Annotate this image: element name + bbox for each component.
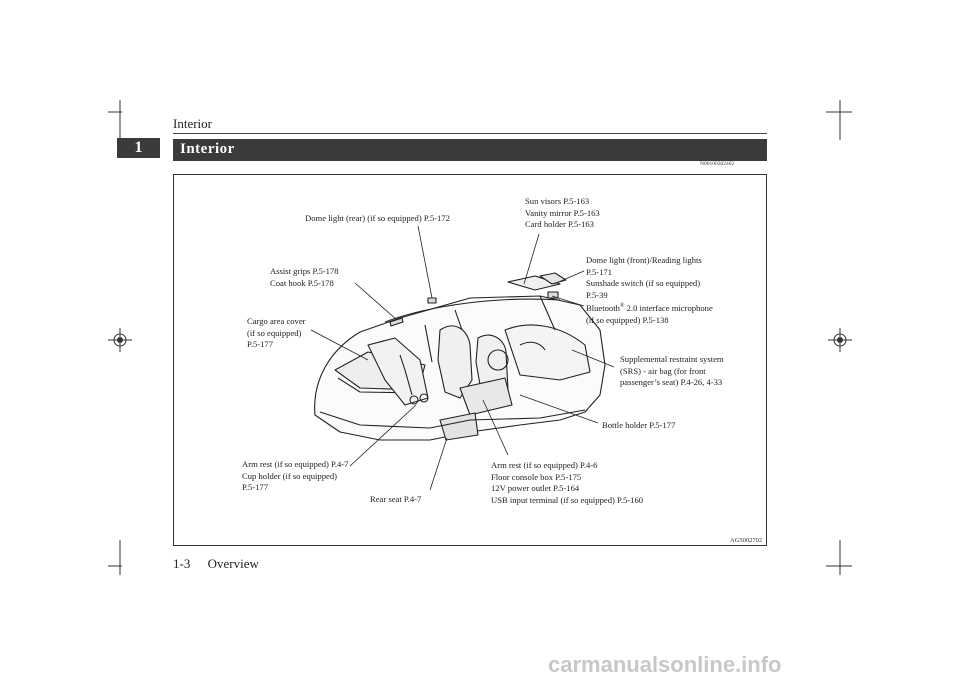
chapter-name: Overview: [207, 556, 259, 571]
callout-dome-light-front: Dome light (front)/Reading lights P.5-171 Sunshade switch (if so equipped) P.5-39 Bluetooth® 2.0 interface microphone (if so equipped) P.5-138: [586, 255, 713, 325]
section-code: N00100302402: [700, 161, 735, 167]
figure-code: AG5002702: [730, 537, 763, 544]
watermark: carmanualsonline.info: [548, 652, 782, 677]
callout-sun-visors: Sun visors P.5-163 Vanity mirror P.5-163 Card holder P.5-163: [525, 196, 600, 230]
callout-srs-airbag: Supplemental restraint system (SRS) - air bag (for front passenger’s seat) P.4-26, 4-33: [620, 354, 724, 388]
chapter-badge: 1: [117, 138, 160, 158]
header-title: Interior: [173, 116, 212, 131]
callout-arm-rest-front: Arm rest (if so equipped) P.4-6 Floor console box P.5-175 12V power outlet P.5-164 USB input terminal (if so equipped) P.5-160: [491, 460, 644, 505]
callout-arm-rest-rear: Arm rest (if so equipped) P.4-7 Cup holder (if so equipped) P.5-177: [242, 459, 349, 493]
page-number: 1-3: [173, 556, 191, 571]
callout-rear-seat: Rear seat P.4-7: [370, 494, 422, 504]
callout-bluetooth: Bluetooth® 2.0 interface microphone: [586, 303, 713, 314]
callout-assist-grips: Assist grips P.5-178 Coat hook P.5-178: [270, 266, 339, 288]
page-footer: [173, 556, 273, 572]
callout-bottle-holder: Bottle holder P.5-177: [602, 420, 676, 430]
callout-dome-light-rear: Dome light (rear) (if so equipped) P.5-172: [305, 213, 450, 223]
section-title: Interior: [180, 141, 235, 157]
callout-cargo-cover: Cargo area cover (if so equipped) P.5-177: [247, 316, 306, 350]
